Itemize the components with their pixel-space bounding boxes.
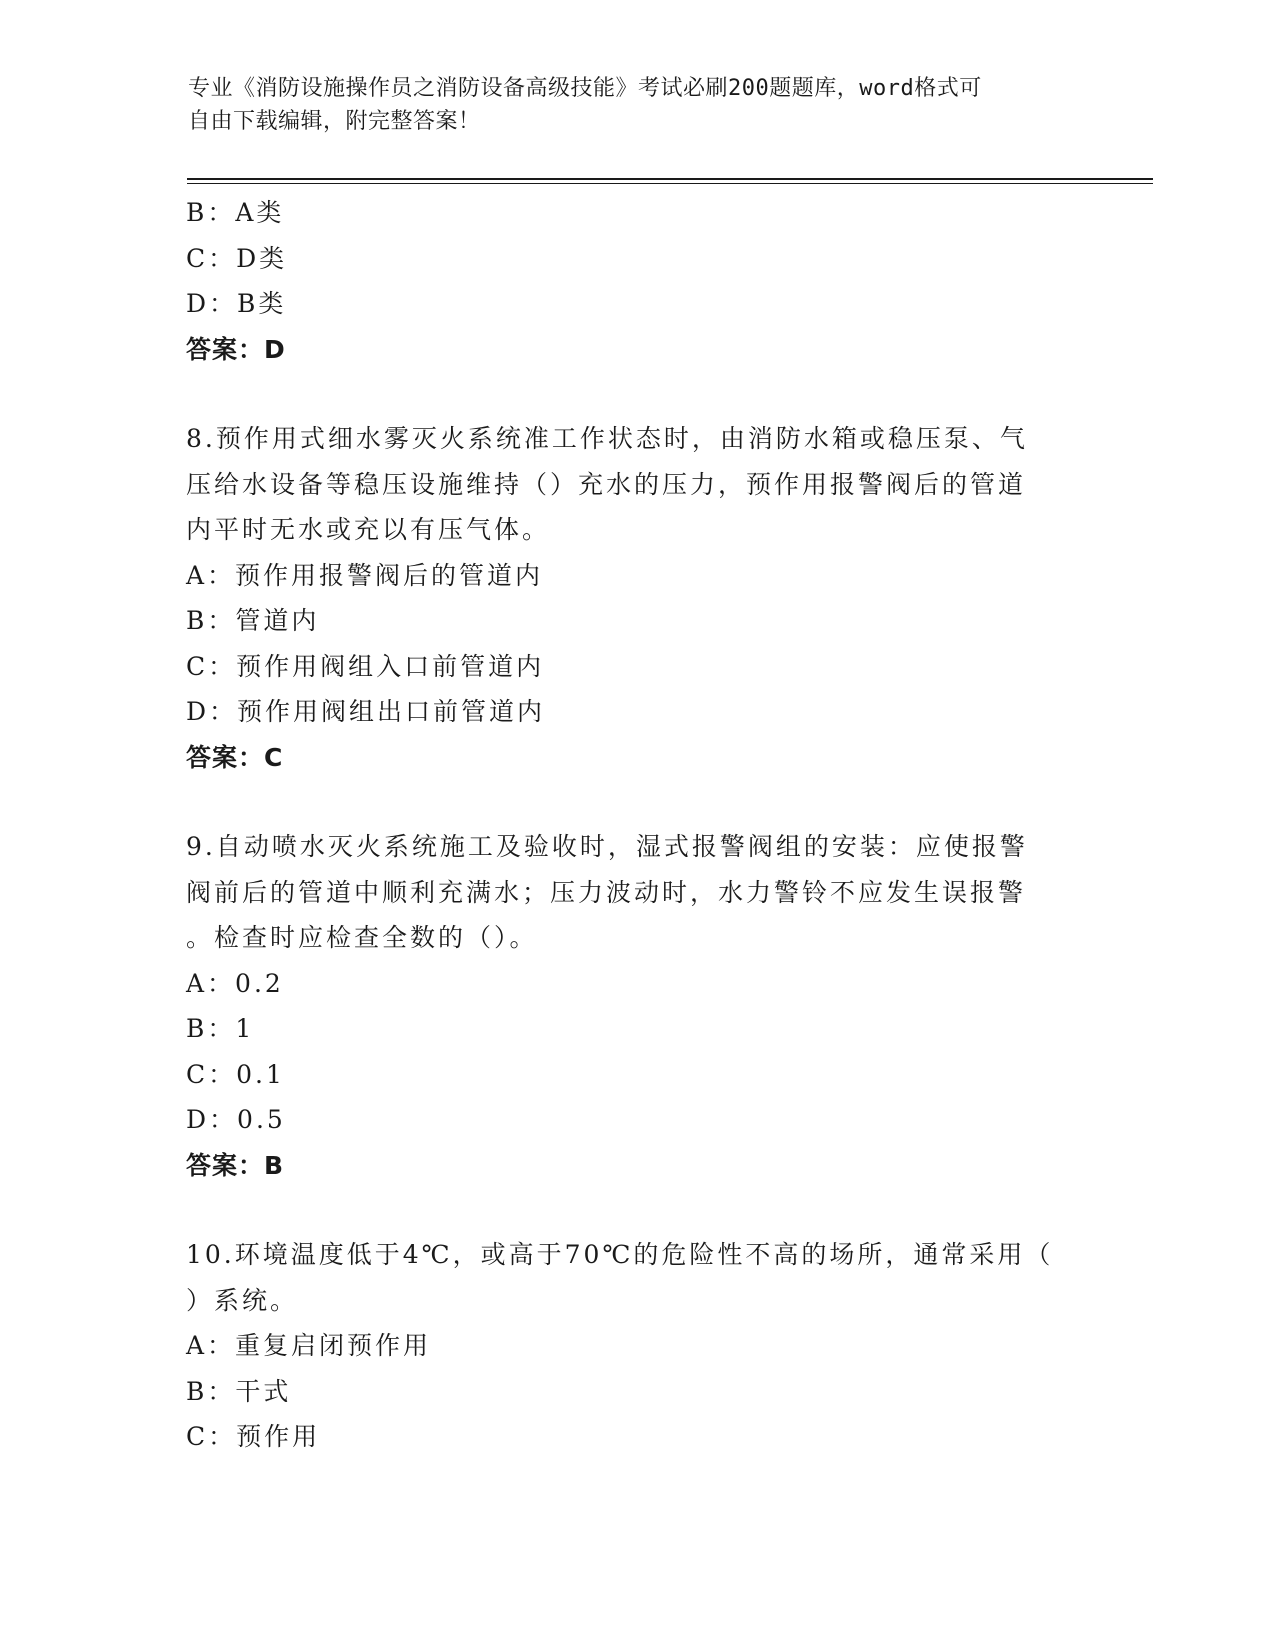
q10-option-b: B：干式 — [186, 1376, 292, 1406]
q10-option-c: C：预作用 — [186, 1422, 321, 1451]
question-10 — [186, 1232, 1086, 1460]
header-line-2: 自由下载编辑，附完整答案！ — [188, 109, 481, 134]
q8-option-b: B：管道内 — [186, 606, 320, 635]
q10-option-a: A：重复启闭预作用 — [186, 1331, 432, 1360]
header-line-1: 专业《消防设施操作员之消防设备高级技能》考试必刷200题题库，word格式可 — [188, 76, 982, 101]
q7-answer: 答案：D — [186, 334, 286, 364]
q8-option-c: C：预作用阀组入口前管道内 — [186, 651, 545, 681]
q10-stem-line-2: ）系统。 — [186, 1285, 299, 1315]
document-header — [188, 72, 1068, 138]
q8-option-a: A：预作用报警阀后的管道内 — [186, 560, 544, 590]
q9-stem-line-1: 9.自动喷水灭火系统施工及验收时，湿式报警阀组的安装：应使报警 — [186, 832, 1028, 861]
q8-stem-line-1: 8.预作用式细水雾灭火系统准工作状态时，由消防水箱或稳压泵、气 — [186, 424, 1028, 453]
q7-option-d: D：B类 — [186, 289, 287, 318]
q9-stem-line-3: 。检查时应检查全数的（）。 — [186, 923, 538, 952]
q8-option-d: D：预作用阀组出口前管道内 — [186, 697, 546, 726]
q9-option-b: B：1 — [186, 1014, 255, 1043]
q9-option-c: C：0.1 — [186, 1059, 285, 1089]
header-divider-thin — [187, 183, 1153, 184]
spacer — [186, 780, 1086, 824]
q9-stem-line-2: 阀前后的管道中顺利充满水；压力波动时，水力警铃不应发生误报警 — [186, 877, 1027, 907]
question-8 — [186, 416, 1086, 780]
q7-option-b: B：A类 — [186, 198, 285, 227]
q8-stem-line-3: 内平时无水或充以有压气体。 — [186, 515, 551, 544]
q9-answer: 答案：B — [186, 1150, 285, 1180]
q7-option-c: C：D类 — [186, 243, 288, 273]
question-list — [186, 190, 1086, 1460]
question-9 — [186, 824, 1086, 1188]
spacer — [186, 1188, 1086, 1232]
q9-option-d: D：0.5 — [186, 1105, 286, 1134]
header-divider-thick — [187, 178, 1153, 180]
q8-answer: 答案：C — [186, 742, 284, 772]
q9-option-a: A：0.2 — [186, 968, 284, 998]
q8-stem-line-2: 压给水设备等稳压设施维持（）充水的压力，预作用报警阀后的管道 — [186, 469, 1027, 499]
question-7 — [186, 190, 1086, 372]
spacer — [186, 372, 1086, 416]
q10-stem-line-1: 10.环境温度低于4℃，或高于70℃的危险性不高的场所，通常采用（ — [186, 1240, 1054, 1269]
